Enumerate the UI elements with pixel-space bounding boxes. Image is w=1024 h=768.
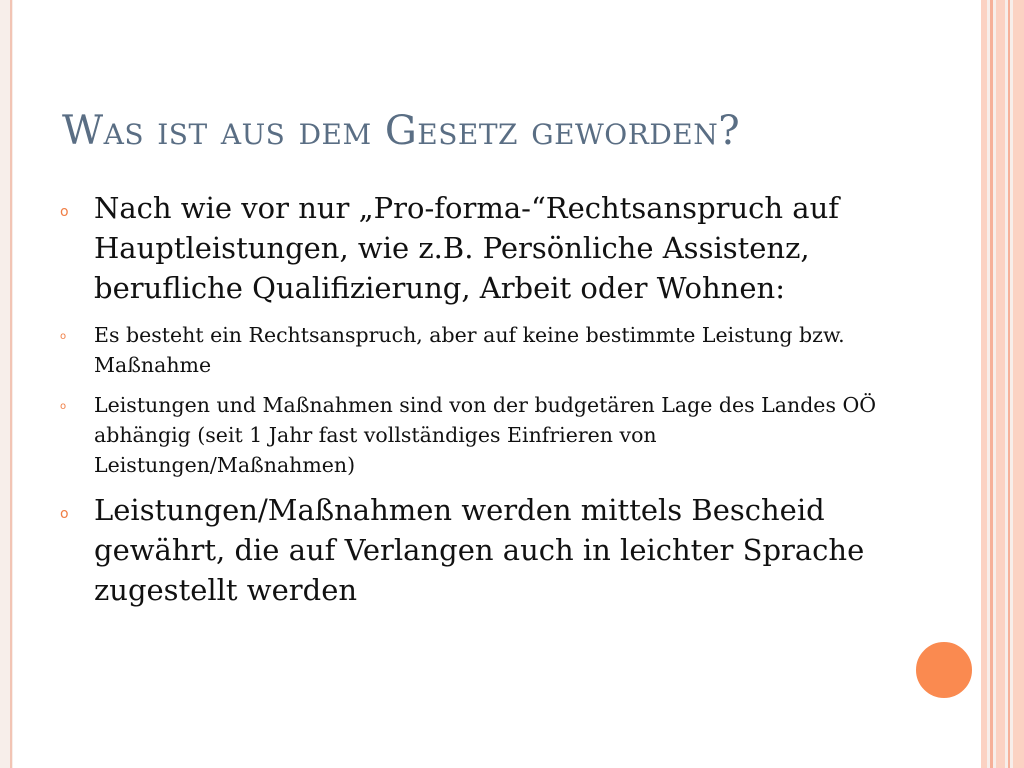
bullet-list xyxy=(60,188,900,610)
bullet-text: Nach wie vor nur „Pro-forma-“Rechtsanspruch auf Hauptleistungen, wie z.B. Persönliche Assistenz, berufliche Qualifizierung, Arbeit oder Wohnen: xyxy=(94,191,840,305)
slide-title: Was ist aus dem Gesetz geworden? xyxy=(62,108,741,154)
circle-bullet-icon: o xyxy=(60,331,67,342)
stripe xyxy=(990,0,993,768)
bullet-item xyxy=(60,490,900,610)
bullet-text: Es besteht ein Rechtsanspruch, aber auf keine bestimmte Leistung bzw. Maßnahme xyxy=(94,323,845,377)
orange-circle-decoration xyxy=(914,640,974,700)
circle-bullet-icon: o xyxy=(60,204,69,220)
stripe xyxy=(981,0,987,768)
circle-bullet-icon: o xyxy=(60,506,69,522)
circle-bullet-icon: o xyxy=(60,401,67,412)
sub-bullet-item xyxy=(60,320,900,380)
bullet-item xyxy=(60,188,900,308)
right-stripe-decoration xyxy=(981,0,1024,768)
bullet-text: Leistungen/Maßnahmen werden mittels Bescheid gewährt, die auf Verlangen auch in leichter Sprache zugestellt werden xyxy=(94,493,865,607)
bullet-text: Leistungen und Maßnahmen sind von der budgetären Lage des Landes OÖ abhängig (seit 1 Jahr fast vollständiges Einfrieren von Leistungen/Maßnahmen) xyxy=(94,393,877,477)
stripe xyxy=(1013,0,1024,768)
sub-bullet-item xyxy=(60,390,900,480)
stripe xyxy=(1008,0,1010,768)
stripe xyxy=(996,0,1005,768)
left-border-line xyxy=(10,0,12,768)
